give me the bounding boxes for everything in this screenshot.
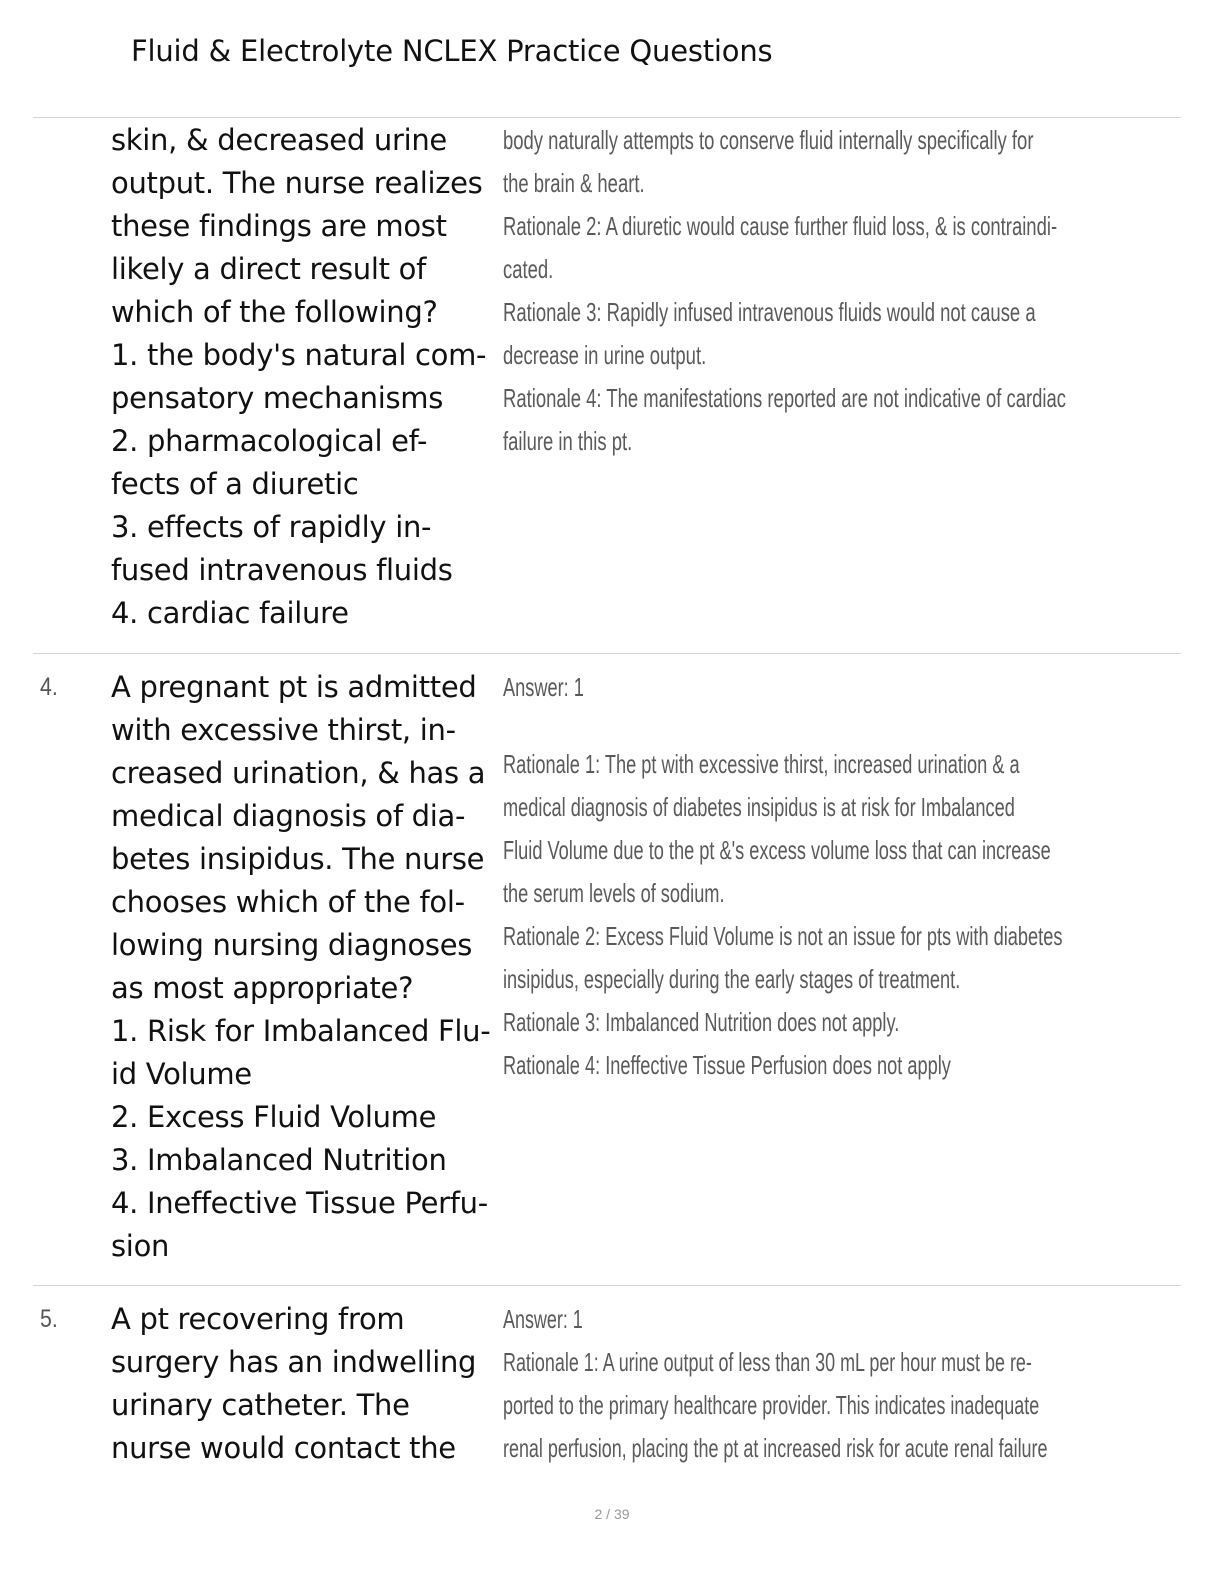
question-number: 4.: [40, 673, 58, 701]
question-line: betes insipidus. The nurse: [111, 842, 485, 876]
question-line: pensatory mechanisms: [111, 381, 444, 415]
question-line: sion: [111, 1229, 170, 1263]
answer-line: [503, 709, 1062, 743]
answer-line: Rationale 2: Excess Fluid Volume is not an issue for pts with diabetes: [503, 921, 1063, 951]
answer-line: medical diagnosis of diabetes insipidus is at risk for Imbalanced: [503, 792, 1015, 822]
question-line: A pregnant pt is admitted: [111, 670, 477, 704]
question-line: 2. pharmacological ef-: [111, 424, 428, 458]
answer-text: [503, 666, 1062, 1087]
question-line: these findings are most: [111, 209, 447, 243]
question-line: medical diagnosis of dia-: [111, 799, 466, 833]
answer-line: Rationale 3: Imbalanced Nutrition does not apply.: [503, 1007, 900, 1037]
answer-line: the serum levels of sodium.: [503, 878, 725, 908]
question-text: [111, 119, 486, 635]
question-line: 4. cardiac failure: [111, 596, 349, 630]
question-line: 1. Risk for Imbalanced Flu-: [111, 1014, 491, 1048]
question-line: fused intravenous fluids: [111, 553, 453, 587]
page-header-title: Fluid & Electrolyte NCLEX Practice Questions: [131, 34, 773, 68]
question-line: nurse would contact the: [111, 1431, 456, 1465]
question-line: 3. effects of rapidly in-: [111, 510, 432, 544]
answer-line: the brain & heart.: [503, 168, 645, 198]
question-line: 3. Imbalanced Nutrition: [111, 1143, 447, 1177]
question-divider: [33, 1285, 1181, 1286]
answer-line: Fluid Volume due to the pt &'s excess volume loss that can increase: [503, 835, 1051, 865]
question-line: urinary catheter. The: [111, 1388, 410, 1422]
answer-line: body naturally attempts to conserve fluid internally specifically for: [503, 125, 1034, 155]
answer-line: failure in this pt.: [503, 426, 633, 456]
answer-line: renal perfusion, placing the pt at increased risk for acute renal failure: [503, 1433, 1048, 1463]
answer-line: Rationale 2: A diuretic would cause further fluid loss, & is contraindi-: [503, 211, 1058, 241]
question-line: 1. the body's natural com-: [111, 338, 487, 372]
answer-line: Rationale 1: A urine output of less than 30 mL per hour must be re-: [503, 1347, 1032, 1377]
header-divider: [33, 117, 1181, 118]
answer-line: insipidus, especially during the early stages of treatment.: [503, 964, 961, 994]
question-line: likely a direct result of: [111, 252, 426, 286]
answer-line: Answer: 1: [503, 672, 584, 702]
answer-line: ported to the primary healthcare provider. This indicates inadequate: [503, 1390, 1040, 1420]
question-line: skin, & decreased urine: [111, 123, 447, 157]
answer-line: Answer: 1: [503, 1304, 583, 1334]
question-line: id Volume: [111, 1057, 252, 1091]
question-line: fects of a diuretic: [111, 467, 359, 501]
question-divider: [33, 653, 1181, 654]
answer-line: Rationale 1: The pt with excessive thirst, increased urination & a: [503, 749, 1020, 779]
question-line: 4. Ineffective Tissue Perfu-: [111, 1186, 488, 1220]
answer-line: Rationale 4: Ineffective Tissue Perfusion does not apply: [503, 1050, 951, 1080]
question-line: as most appropriate?: [111, 971, 414, 1005]
question-line: with excessive thirst, in-: [111, 713, 456, 747]
answer-line: cated.: [503, 254, 554, 284]
question-text: [111, 1298, 476, 1470]
question-text: [111, 666, 490, 1268]
question-line: which of the following?: [111, 295, 438, 329]
question-line: creased urination, & has a: [111, 756, 486, 790]
question-line: chooses which of the fol-: [111, 885, 465, 919]
page-number: 2 / 39: [594, 1506, 630, 1522]
answer-line: decrease in urine output.: [503, 340, 707, 370]
answer-text: [503, 1298, 1047, 1470]
question-line: A pt recovering from: [111, 1302, 405, 1336]
question-line: surgery has an indwelling: [111, 1345, 477, 1379]
answer-line: Rationale 3: Rapidly infused intravenous fluids would not cause a: [503, 297, 1036, 327]
question-line: 2. Excess Fluid Volume: [111, 1100, 437, 1134]
question-line: lowing nursing diagnoses: [111, 928, 473, 962]
question-number: 5.: [40, 1305, 58, 1333]
answer-line: Rationale 4: The manifestations reported are not indicative of cardiac: [503, 383, 1067, 413]
answer-text: [503, 119, 1066, 463]
question-line: output. The nurse realizes: [111, 166, 483, 200]
